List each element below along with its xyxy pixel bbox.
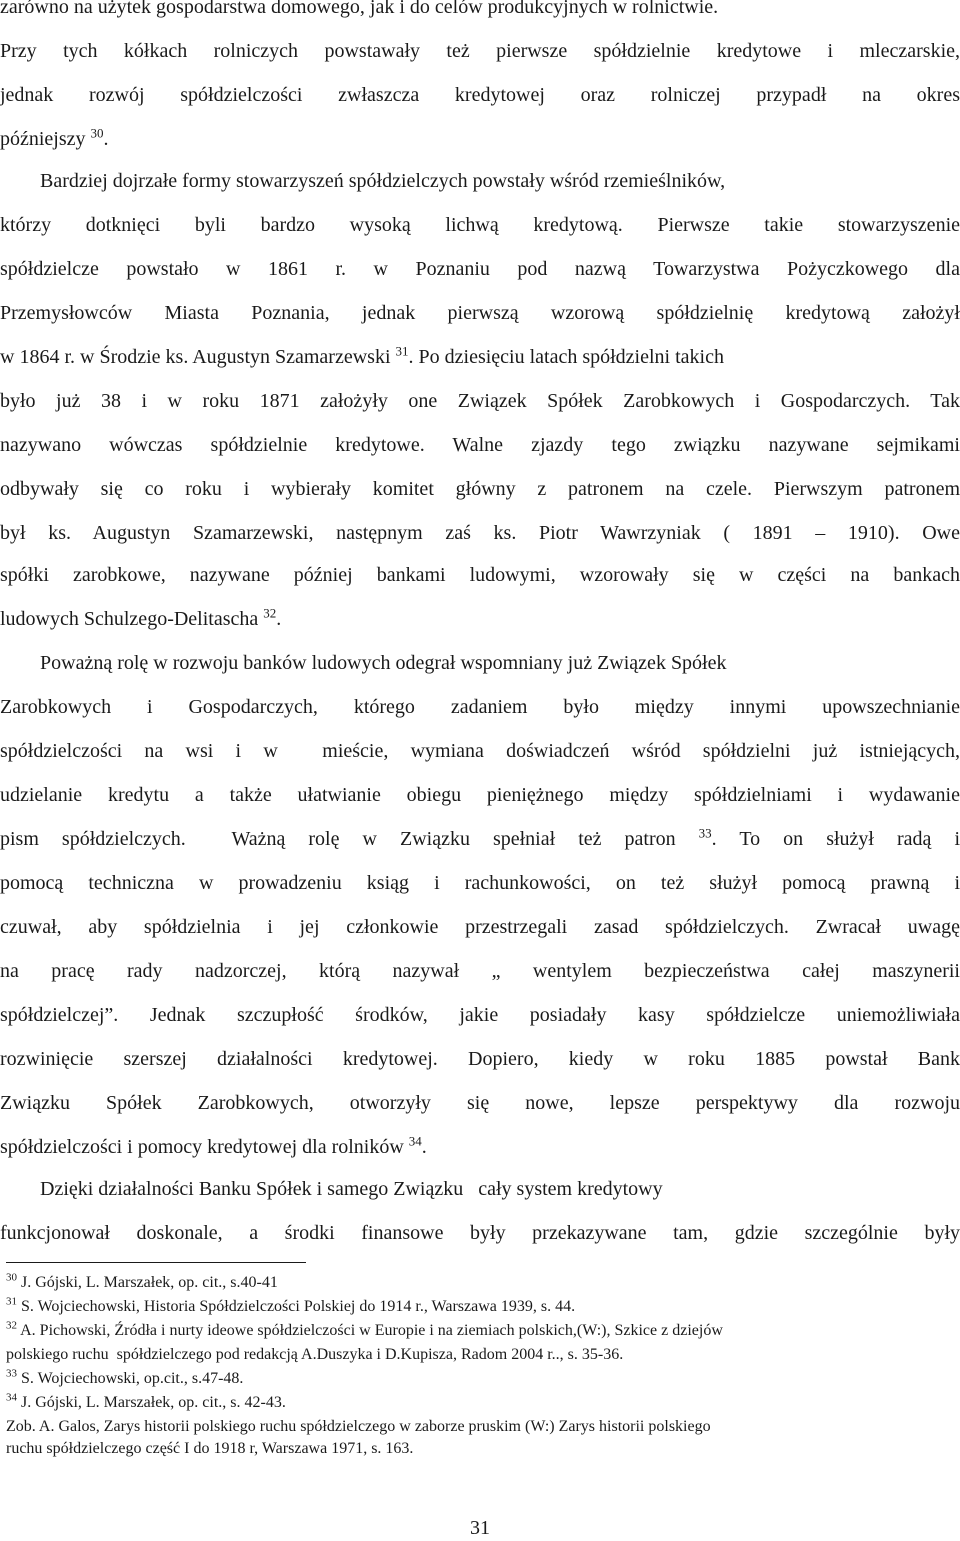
text-segment: jednak rozwój spółdzielczości zwłaszcza kredytowej oraz rolniczej przypadł na okres [0,84,960,106]
text-segment: Przemysłowców Miasta Poznania, jednak pierwszą wzorową spółdzielnię kredytową założył [0,302,960,324]
text-segment: Przy tych kółkach rolniczych powstawały też pierwsze spółdzielnie kredytowe i mleczarskie, [0,40,960,62]
footnote [6,1296,954,1318]
text-line [0,256,960,282]
footnote [6,1320,954,1342]
footnote [6,1272,954,1294]
text-line [0,388,960,414]
text-line [0,212,960,238]
footnote-ref: 32 [263,605,277,621]
footnote [6,1368,954,1390]
text-segment: czuwał, aby spółdzielnia i jej członkowie przestrzegali zasad spółdzielczych. Zwracał uwagę [0,916,960,938]
text-segment: ludowych Schulzego-Delitascha [0,608,264,630]
text-segment: spółdzielczej”. Jednak szczupłość środków, jakie posiadały kasy spółdzielcze uniemożliwiała [0,1004,960,1026]
footnote-number: 33 [6,1367,17,1380]
text-segment: pomocą techniczna w prowadzeniu ksiąg i rachunkowości, on też służył pomocą prawną i [0,872,960,894]
text-line [0,958,960,984]
footnote-ref: 34 [408,1133,422,1149]
text-segment: odbywały się co roku i wybierały komitet główny z patronem na czele. Pierwszym patronem [0,478,960,500]
footnote-text: polskiego ruchu spółdzielczego pod redakcją A.Duszyka i D.Kupisza, Radom 2004 r.., s. 35-36. [6,1346,624,1363]
text-segment: . [276,608,282,630]
footnote-ref: 31 [395,343,409,359]
text-segment: spółdzielczości na wsi i w mieście, wymiana doświadczeń wśród spółdzielni już istniejących, [0,740,960,762]
text-line [0,82,960,108]
footnote-text: S. Wojciechowski, Historia Spółdzielczości Polskiej do 1914 r., Warszawa 1939, s. 44. [17,1298,576,1315]
footnote-number: 32 [6,1319,17,1332]
text-segment: Związku Spółek Zarobkowych, otworzyły się nowe, lepsze perspektywy dla rozwoju [0,1092,960,1114]
text-segment: spółdzielczości i pomocy kredytowej dla rolników [0,1136,409,1158]
footnote [6,1392,954,1414]
text-line [0,38,960,64]
text-line [0,738,960,764]
text-segment: na pracę rady nadzorczej, którą nazywał „ wentylem bezpieczeństwa całej maszynerii [0,960,960,982]
footnote-text: A. Pichowski, Źródła i nurty ideowe spółdzielczości w Europie i na ziemiach polskich,(W:), Szkice z dziejów [17,1322,723,1339]
footnote [6,1416,954,1438]
footnote-number: 34 [6,1391,17,1404]
footnote-ref: 30 [90,125,104,141]
text-line [0,826,960,852]
text-segment: nazywano wówczas spółdzielnie kredytowe. Walne zjazdy tego związku nazywane sejmikami [0,434,960,456]
footnote-text: ruchu spółdzielczego część I do 1918 r, Warszawa 1971, s. 163. [6,1440,414,1457]
text-segment: . Po dziesięciu latach spółdzielni takich [408,346,724,368]
text-line [0,914,960,940]
text-line [0,520,960,546]
text-line [0,1220,960,1246]
text-segment: . [103,128,109,150]
text-line [0,650,960,676]
text-line [0,344,960,370]
text-line [0,1090,960,1116]
page-number: 31 [470,1517,490,1539]
text-segment: spółdzielcze powstało w 1861 r. w Poznaniu pod nazwą Towarzystwa Pożyczkowego dla [0,258,960,280]
footnote-text: S. Wojciechowski, op.cit., s.47-48. [17,1370,244,1387]
footnote-separator [6,1262,306,1263]
text-segment: Zarobkowych i Gospodarczych, którego zadaniem było między innymi upowszechnianie [0,696,960,718]
text-line [0,300,960,326]
text-line [0,1046,960,1072]
text-segment: Bardziej dojrzałe formy stowarzyszeń spółdzielczych powstały wśród rzemieślników, [0,170,726,192]
text-segment: funkcjonował doskonale, a środki finansowe były przekazywane tam, gdzie szczególnie były [0,1222,960,1244]
text-line [0,782,960,808]
text-segment: w 1864 r. w Środzie ks. Augustyn Szamarzewski [0,346,396,368]
footnote [6,1344,954,1366]
text-line [0,432,960,458]
text-line [0,1176,960,1202]
text-segment: Dzięki działalności Banku Spółek i samego Związku cały system kredytowy [0,1178,663,1200]
text-line [0,168,960,194]
text-segment: Poważną rolę w rozwoju banków ludowych odegrał wspomniany już Związek Spółek [0,652,727,674]
footnote-text: J. Gójski, L. Marszałek, op. cit., s.40-41 [17,1274,278,1291]
text-line [0,0,960,20]
text-line [0,476,960,502]
text-segment: którzy dotknięci byli bardzo wysoką lichwą kredytową. Pierwsze takie stowarzyszenie [0,214,960,236]
text-line [0,1002,960,1028]
text-segment: . To on służył radą i [711,828,960,850]
footnote-ref: 33 [698,825,712,841]
text-line [0,606,960,632]
text-segment: spółki zarobkowe, nazywane później bankami ludowymi, wzorowały się w części na bankach [0,564,960,586]
text-line [0,694,960,720]
text-line [0,1134,960,1160]
text-segment: udzielanie kredytu a także ułatwianie obiegu pieniężnego między spółdzielniami i wydawanie [0,784,960,806]
text-segment: rozwinięcie szerszej działalności kredytowej. Dopiero, kiedy w roku 1885 powstał Bank [0,1048,960,1070]
footnote-text: J. Gójski, L. Marszałek, op. cit., s. 42-43. [17,1394,286,1411]
text-line [0,126,960,152]
text-line [0,562,960,588]
text-segment: było już 38 i w roku 1871 założyły one Związek Spółek Zarobkowych i Gospodarczych. Tak [0,390,960,412]
text-segment: późniejszy [0,128,91,150]
footnote-number: 31 [6,1295,17,1308]
text-segment: był ks. Augustyn Szamarzewski, następnym zaś ks. Piotr Wawrzyniak ( 1891 – 1910). Owe [0,522,960,544]
text-segment: zarówno na użytek gospodarstwa domowego, jak i do celów produkcyjnych w rolnictwie. [0,0,719,18]
text-line [0,870,960,896]
footnote-text: Zob. A. Galos, Zarys historii polskiego ruchu spółdzielczego w zaborze pruskim (W:) Zarys historii polskiego [6,1418,711,1435]
text-segment: pism spółdzielczych. Ważną rolę w Związku spełniał też patron [0,828,699,850]
text-segment: . [421,1136,427,1158]
footnote [6,1438,954,1460]
footnote-number: 30 [6,1271,17,1284]
